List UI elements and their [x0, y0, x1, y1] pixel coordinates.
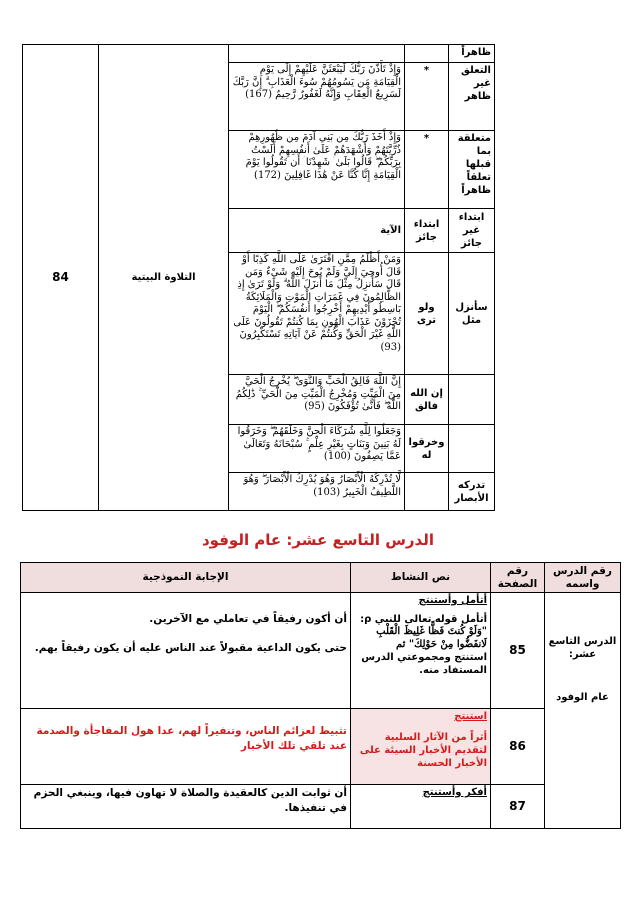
answer-cell	[21, 593, 351, 709]
not-allowed-cell: تدركه الأبصار	[449, 473, 495, 511]
verse-cell: وَإِذْ تَأَذَّنَ رَبُّكَ لَيَبْعَثَنَّ عَلَيْهِمْ إِلَى يَوْمِ الْقِيَامَةِ مَن يَسُومُهُمْ سُوءَ الْعَذَابِ ۗ إِنَّ رَبَّكَ لَسَرِيعُ الْعِقَابِ وَإِنَّهُ لَغَفُورٌ رَّحِيمٌ (167)	[229, 63, 405, 131]
header-activity: نص النشاط	[351, 563, 491, 593]
note-cell: التعلق غير ظاهر	[449, 63, 495, 131]
answer-text: تثبيط لعزائم الناس، وتنفيراً لهم، عدا هول المفاجأة والصدمة عند تلقي تلك الأخبار	[36, 725, 347, 752]
header-page: رقم الصفحة	[491, 563, 545, 593]
header-answer: الإجابة النموذجية	[21, 563, 351, 593]
verse-cell: وَجَعَلُوا لِلَّهِ شُرَكَاءَ الْجِنَّ وَخَلَقَهُمْ ۖ وَخَرَقُوا لَهُ بَنِينَ وَبَنَاتٍ بِغَيْرِ عِلْمٍ ۚ سُبْحَانَهُ وَتَعَالَىٰ عَمَّا يَصِفُونَ (100)	[229, 425, 405, 473]
allowed-cell: وخرقوا له	[405, 425, 449, 473]
answer-text: حتى يكون الداعية مقبولاً عند الناس عليه أن يكون رفيقاً بهم.	[34, 642, 347, 654]
activity-cell	[351, 709, 491, 785]
verse-cell: وَمَنْ أَظْلَمُ مِمَّنِ افْتَرَىٰ عَلَى اللَّهِ كَذِبًا أَوْ قَالَ أُوحِيَ إِلَيَّ وَلَمْ يُوحَ إِلَيْهِ شَيْءٌ وَمَن قَالَ سَأُنزِلُ مِثْلَ مَا أَنزَلَ اللَّهُ ۗ وَلَوْ تَرَىٰ إِذِ الظَّالِمُونَ فِي غَمَرَاتِ الْمَوْتِ وَالْمَلَائِكَةُ بَاسِطُو أَيْدِيهِمْ أَخْرِجُوا أَنفُسَكُمُ ۖ الْيَوْمَ تُجْزَوْنَ عَذَابَ الْهُونِ بِمَا كُنتُمْ تَقُولُونَ عَلَى اللَّهِ غَيْرَ الْحَقِّ وَكُنتُمْ عَنْ آيَاتِهِ تَسْتَكْبِرُونَ (93)	[229, 253, 405, 375]
star-cell: *	[405, 131, 449, 209]
answer-text: أن ثوابت الدين كالعقيدة والصلاة لا تهاون فيها، وينبغي الحزم في تنفيذها.	[33, 787, 347, 814]
answer-text: أن أكون رفيقاً في تعاملي مع الآخرين.	[149, 613, 347, 625]
page-cell: 85	[491, 593, 545, 709]
activity-cell	[99, 45, 229, 511]
answer-cell	[21, 709, 351, 785]
not-allowed-cell	[449, 375, 495, 425]
activity-title: استنتج	[454, 711, 487, 722]
lesson-name: الدرس التاسع عشر:	[548, 636, 617, 660]
allowed-cell: إن الله فالق	[405, 375, 449, 425]
not-allowed-cell: سأنزل مثل	[449, 253, 495, 375]
activity-title: أتأمل وأستنتج	[418, 595, 487, 606]
verse-cell: إِنَّ اللَّهَ فَالِقُ الْحَبِّ وَالنَّوَىٰ ۖ يُخْرِجُ الْحَيَّ مِنَ الْمَيِّتِ وَمُخْرِجُ الْمَيِّتِ مِنَ الْحَيِّ ۚ ذَٰلِكُمُ اللَّهُ ۖ فَأَنَّىٰ تُؤْفَكُونَ (95)	[229, 375, 405, 425]
activity-title: أفكر وأستنتج	[422, 787, 487, 798]
section-title: الدرس التاسع عشر: عام الوفود	[201, 531, 434, 549]
note-cell: ظاهراً	[449, 45, 495, 63]
activity-label: التلاوة البيتية	[131, 272, 196, 283]
star-cell	[405, 45, 449, 63]
activity-text: أثراً من الآثار السلبية لتقديم الأخبار السيئة على الأخبار الحسنة	[359, 732, 487, 769]
page-cell: 86	[491, 709, 545, 785]
verse-cell	[229, 45, 405, 63]
header-not-allowed: ابتداء غير جائز	[449, 209, 495, 253]
verse-cell: وَإِذْ أَخَذَ رَبُّكَ مِن بَنِي آدَمَ مِن ظُهُورِهِمْ ذُرِّيَّتَهُمْ وَأَشْهَدَهُمْ عَلَىٰ أَنفُسِهِمْ أَلَسْتُ بِرَبِّكُمْ ۖ قَالُوا بَلَىٰ ۛ شَهِدْنَا ۛ أَن تَقُولُوا يَوْمَ الْقِيَامَةِ إِنَّا كُنَّا عَنْ هَٰذَا غَافِلِينَ (172)	[229, 131, 405, 209]
lesson-name-cell	[545, 593, 621, 829]
page-number: 84	[52, 270, 69, 284]
star-cell: *	[405, 63, 449, 131]
recitation-table	[22, 44, 495, 511]
not-allowed-cell	[449, 425, 495, 473]
allowed-cell: ولو ترى	[405, 253, 449, 375]
header-verse: الآية	[229, 209, 405, 253]
page-cell: 87	[491, 785, 545, 829]
activity-text: استنتج ومجموعتي الدرس المستفاد منه.	[361, 652, 487, 676]
lesson-table	[20, 562, 621, 829]
verse-cell: لَّا تُدْرِكُهُ الْأَبْصَارُ وَهُوَ يُدْرِكُ الْأَبْصَارَ ۖ وَهُوَ اللَّطِيفُ الْخَبِيرُ (103)	[229, 473, 405, 511]
activity-cell	[351, 593, 491, 709]
activity-verse: "وَلَوْ كُنتَ فَظًّا غَلِيظَ الْقَلْبِ لَانفَضُّوا مِنْ حَوْلِكَ" ثم	[376, 626, 487, 650]
lesson-subtitle: عام الوفود	[556, 692, 609, 703]
header-allowed: ابتداء جائز	[405, 209, 449, 253]
page-number-cell	[23, 45, 99, 511]
activity-cell	[351, 785, 491, 829]
answer-cell	[21, 785, 351, 829]
note-cell: متعلقة بما قبلها تعلقاً ظاهراً	[449, 131, 495, 209]
activity-text: أتأمل قوله تعالى للنبي ρ:	[360, 614, 487, 625]
header-lesson: رقم الدرس واسمه	[545, 563, 621, 593]
allowed-cell	[405, 473, 449, 511]
